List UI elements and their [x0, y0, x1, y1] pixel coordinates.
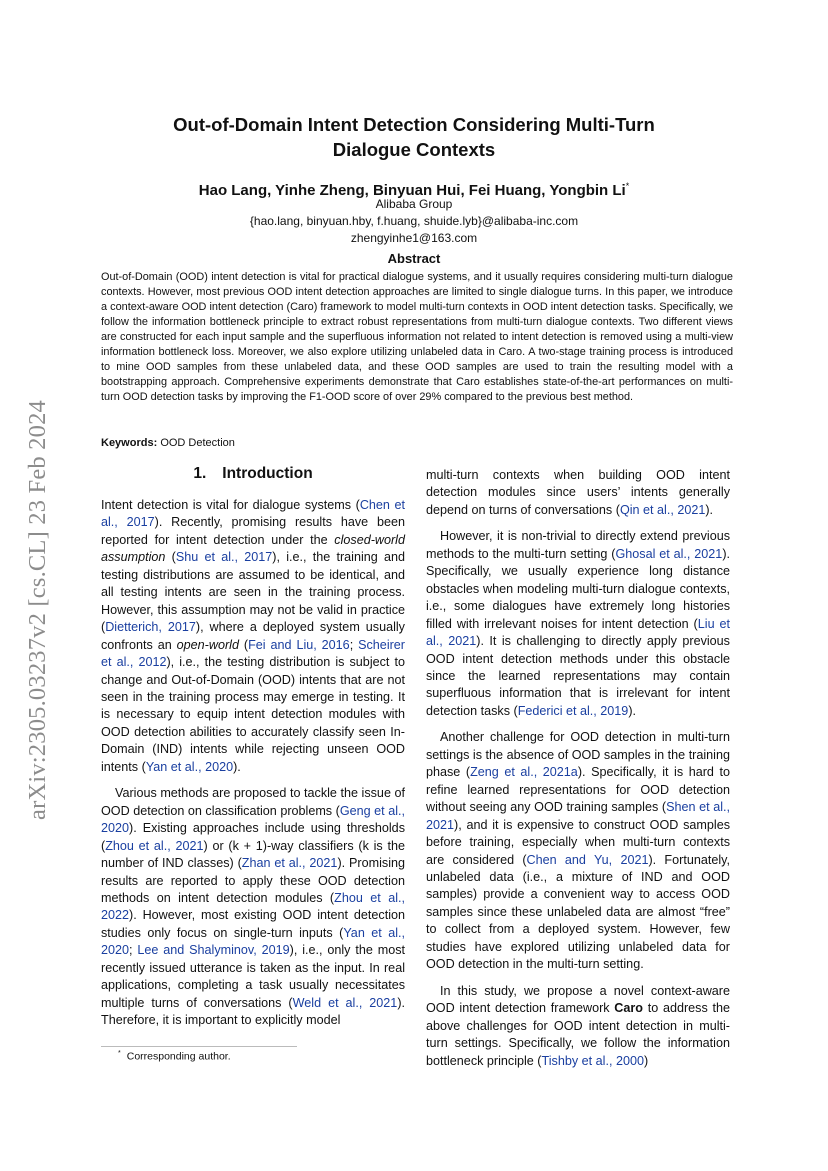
- text-run: ).: [233, 759, 241, 774]
- left-column: [101, 497, 405, 1039]
- keywords-value: OOD Detection: [160, 437, 235, 449]
- text-run: to address the above challenges for OOD intent detection in multi-turn settings. Specifically, we follow the information bottleneck principle (: [426, 1001, 730, 1068]
- affiliation-block: [100, 196, 728, 247]
- text-run: However, it is non-trivial to directly extend previous methods to the multi-turn setting (: [426, 529, 730, 561]
- text-run: Another challenge for OOD detection in multi-turn settings is the absence of OOD samples in the training phase (: [426, 730, 730, 780]
- text-run: Various methods are proposed to tackle the issue of OOD detection on classification problems (: [101, 786, 405, 818]
- corresponding-author-mark: *: [625, 181, 630, 191]
- text-run: ). Recently, promising results have been reported for intent detection under the: [101, 515, 405, 547]
- citation-link[interactable]: Liu et al., 2021: [426, 616, 730, 649]
- text-run: ), and it is expensive to construct OOD samples before training, especially when multi-turn contexts are considered (: [426, 817, 730, 867]
- footnote-text: Corresponding author.: [126, 1050, 231, 1063]
- emphasis-text: open-world: [176, 637, 239, 652]
- keywords-label: Keywords:: [101, 437, 158, 449]
- text-run: ): [643, 1053, 649, 1068]
- section-number: 1.: [193, 465, 207, 482]
- text-run: ). Existing approaches include using thresholds (: [101, 821, 405, 853]
- abstract-text: Out-of-Domain (OOD) intent detection is vital for practical dialogue systems, and it usually requires considering multi-turn dialogue contexts. However, most previous OOD intent detection approaches are limited to single dialogue turns. In this paper, we introduce a context-aware OOD intent detection (Caro) framework to model multi-turn contexts in OOD intent detection tasks. Specifically, we follow the information bottleneck principle to extract robust representations from multi-turn dialogue contexts. Two different views are constructed for each input sample and the superfluous information not related to intent detection is removed using a multi-view information bottleneck loss. Moreover, we also explore utilizing unlabeled data in Caro. A two-stage training process is introduced to mine OOD samples from these unlabeled data, and these OOD samples are used to train the resulting model with a bootstrapping approach. Comprehensive experiments demonstrate that Caro establishes state-of-the-art performances on multi-turn OOD detection tasks by improving the F1-OOD score of over 29% compared to the previous best method.: [101, 271, 733, 403]
- intro-paragraph-3: [426, 467, 730, 519]
- keywords-line: [101, 437, 235, 449]
- citation-link[interactable]: Chen and Yu, 2021: [526, 852, 649, 867]
- text-run: ). However, most existing OOD intent detection studies only focus on single-turn inputs (: [101, 908, 405, 940]
- intro-paragraph-1: [101, 497, 405, 776]
- citation-link[interactable]: Geng et al., 2020: [101, 803, 406, 836]
- text-run: ;: [349, 637, 359, 652]
- title-line-2: Dialogue Contexts: [332, 139, 496, 160]
- intro-paragraph-4: [426, 528, 730, 720]
- text-run: (: [165, 550, 176, 565]
- footnote-divider: [101, 1046, 297, 1047]
- text-run: ). Fortunately, unlabeled data (i.e., a mixture of IND and OOD samples) provide a convenient way to access OOD samples since these unlabeled data are almost “free” to collect from a deployed system. However, few studies have explored utilizing unlabeled data for OOD detection in the multi-turn setting.: [426, 852, 730, 972]
- arxiv-identifier: arXiv:2305.03237v2 [cs.CL] 23 Feb 2024: [24, 400, 51, 820]
- author-names: Hao Lang, Yinhe Zheng, Binyuan Hui, Fei Huang, Yongbin Li: [198, 182, 626, 199]
- abstract-heading: Abstract: [387, 251, 441, 266]
- text-run: In this study, we propose a novel context-aware OOD intent detection framework: [426, 983, 730, 1016]
- email-group: {hao.lang, binyuan.hby, f.huang, shuide.lyb}@alibaba-inc.com: [249, 214, 579, 228]
- email-personal: zhengyinhe1@163.com: [350, 231, 478, 245]
- text-run: multi-turn contexts when building OOD intent detection modules since users’ intents generally depend on turns of conversations (: [426, 468, 730, 517]
- citation-link[interactable]: Ghosal et al., 2021: [615, 546, 723, 561]
- text-run: ;: [129, 943, 138, 958]
- framework-name: Caro: [614, 1001, 643, 1016]
- text-run: ). It is challenging to directly apply previous OOD intent detection methods under this obstacle since the learned representations may contain superfluous information that is irrelevant for intent detection tasks (: [426, 634, 730, 718]
- text-run: ), i.e., the testing distribution is subject to change and Out-of-Domain (OOD) intents that are not seen in the training process may emerge in testing. It is necessary to equip intent detection modules with OOD detection abilities to accurately classify seen In-Domain (IND) intents while rejecting unseen OOD intents (: [101, 655, 405, 774]
- intro-paragraph-6: [426, 983, 730, 1070]
- footnote-mark: *: [118, 1050, 121, 1057]
- affiliation: Alibaba Group: [375, 197, 453, 211]
- paper-title: [120, 112, 708, 162]
- text-run: ) or (k + 1)-way classifiers (k is the number of IND classes) (: [101, 838, 405, 871]
- text-run: ). Therefore, it is important to explicitly model: [101, 995, 406, 1028]
- citation-link[interactable]: Zhou et al., 2022: [101, 890, 405, 923]
- citation-link[interactable]: Shen et al., 2021: [426, 800, 730, 832]
- text-run: ). Specifically, it is hard to refine learned representations for OOD detection without seeing any OOD training samples (: [426, 765, 730, 815]
- right-column: [426, 467, 730, 1079]
- text-run: ). Promising results are reported to apply these OOD detection methods on intent detection modules (: [101, 856, 405, 905]
- intro-paragraph-5: [426, 729, 730, 973]
- citation-link[interactable]: Zhan et al., 2021: [241, 856, 338, 871]
- citation-link[interactable]: Weld et al., 2021: [292, 995, 398, 1010]
- citation-link[interactable]: Chen et al., 2017: [101, 498, 405, 530]
- citation-link[interactable]: Qin et al., 2021: [619, 502, 706, 517]
- citation-link[interactable]: Zhou et al., 2021: [105, 838, 204, 853]
- emphasis-text: closed-world assumption: [101, 532, 405, 565]
- citation-link[interactable]: Federici et al., 2019: [517, 703, 629, 718]
- text-run: (: [238, 637, 249, 652]
- citation-link[interactable]: Yan et al., 2020: [145, 759, 234, 774]
- citation-link[interactable]: Scheirer et al., 2012: [101, 637, 406, 670]
- citation-link[interactable]: Tishby et al., 2000: [541, 1053, 644, 1068]
- intro-paragraph-2: [101, 785, 405, 1029]
- citation-link[interactable]: Shu et al., 2017: [175, 550, 273, 565]
- text-run: ). Specifically, we usually experience long distance obstacles when modeling multi-turn dialogue contexts, i.e., some dialogues have extremely long histories filled with irrelevant noises for intent detection (: [426, 546, 731, 631]
- section-heading-introduction: [101, 465, 405, 483]
- text-run: ), i.e., the training and testing distributions are assumed to be identical, and all testing intents are seen in the training process. However, this assumption may not be valid in practice (: [101, 550, 405, 635]
- arxiv-identifier-stamp: [18, 370, 58, 850]
- text-run: Intent detection is vital for dialogue systems (: [101, 498, 360, 512]
- footnote: [118, 1050, 231, 1063]
- title-line-1: Out-of-Domain Intent Detection Considering Multi-Turn: [173, 114, 655, 135]
- citation-link[interactable]: Lee and Shalyminov, 2019: [137, 943, 290, 958]
- text-run: ), where a deployed system usually confronts an: [101, 620, 405, 652]
- text-run: ), i.e., only the most recently issued utterance is taken as the input. In real applications, completing a task usually necessitates multiple turns of conversations (: [101, 943, 405, 1010]
- citation-link[interactable]: Dietterich, 2017: [105, 620, 196, 635]
- citation-link[interactable]: Fei and Liu, 2016: [248, 637, 350, 652]
- citation-link[interactable]: Yan et al., 2020: [101, 925, 405, 958]
- text-run: ).: [628, 703, 637, 718]
- text-run: ).: [705, 502, 714, 517]
- citation-link[interactable]: Zeng et al., 2021a: [470, 765, 578, 780]
- section-title: Introduction: [222, 465, 313, 482]
